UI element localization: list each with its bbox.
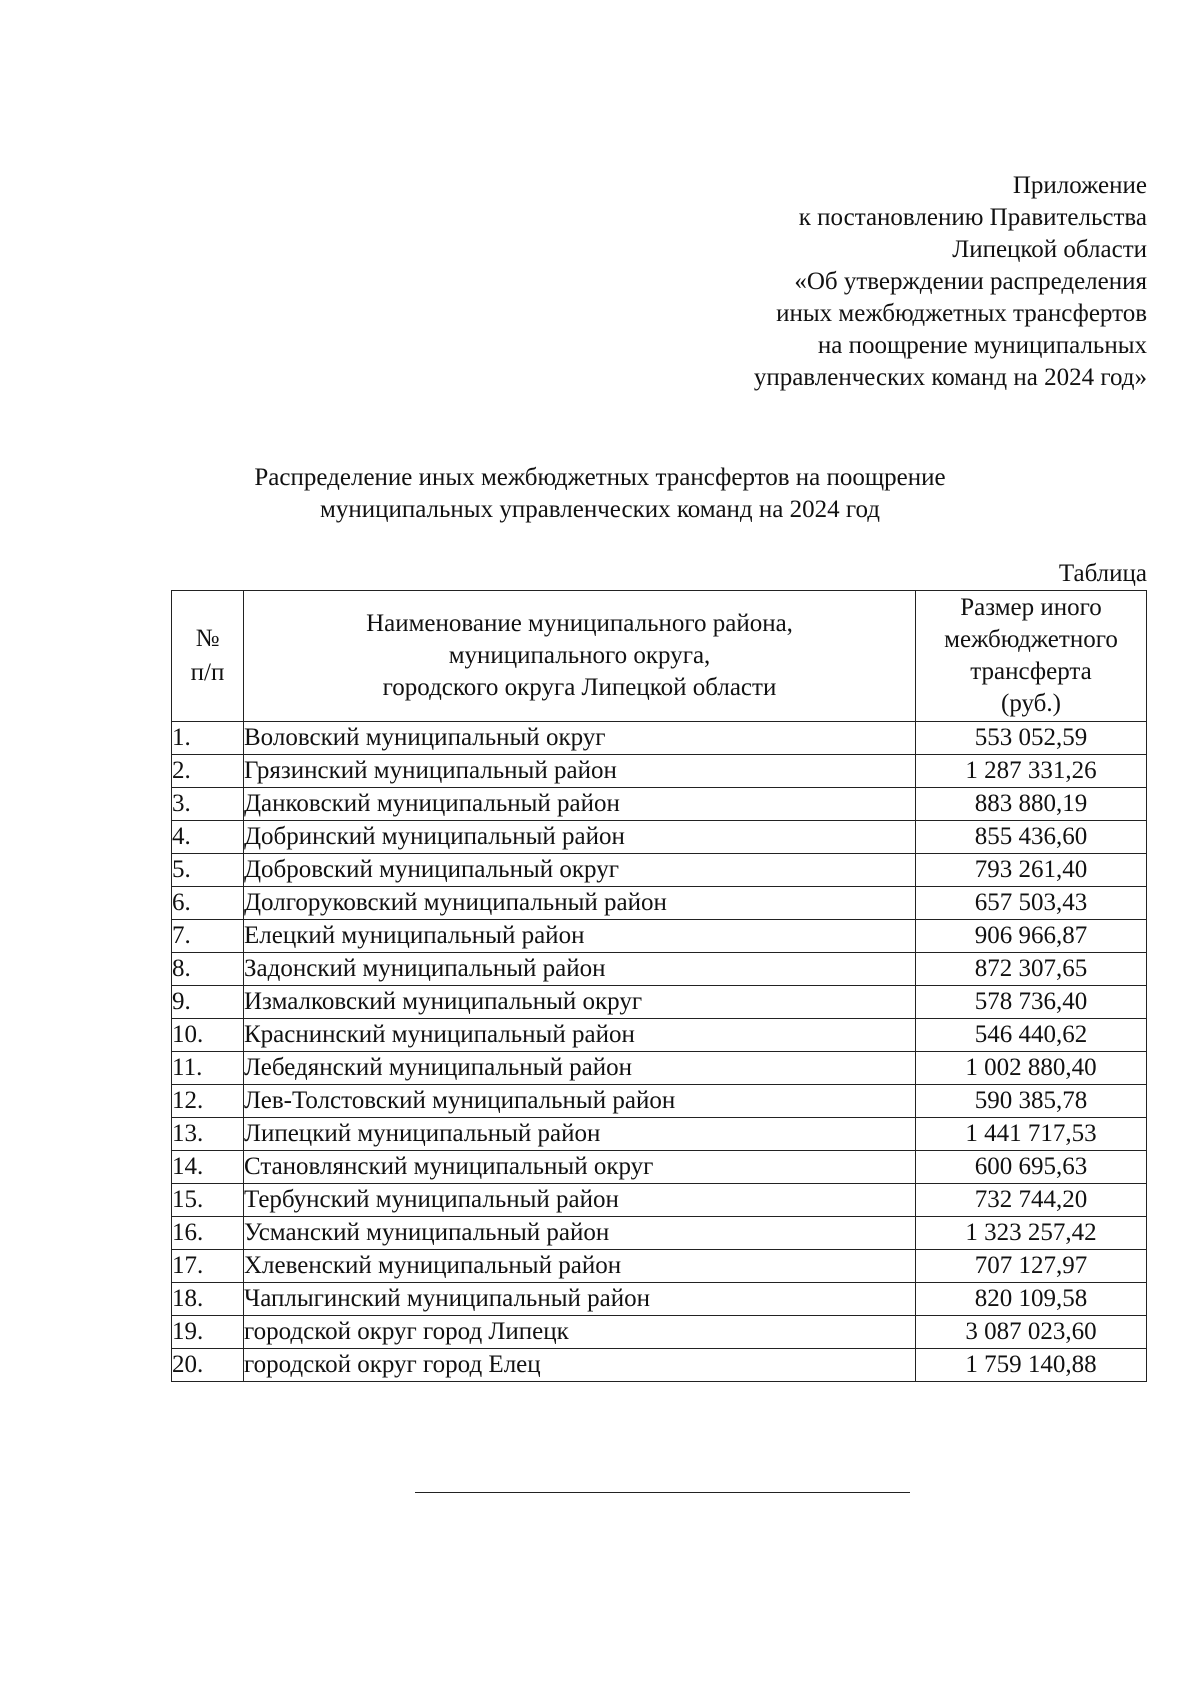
table-row xyxy=(172,1151,1147,1184)
row-amount: 1 441 717,53 xyxy=(916,1118,1147,1151)
table-header xyxy=(172,591,1147,722)
header-name-line: муниципального округа, xyxy=(448,642,711,669)
table-row xyxy=(172,887,1147,920)
appendix-line: иных межбюджетных трансфертов xyxy=(776,300,1147,327)
header-name xyxy=(244,591,916,722)
row-name: Чаплыгинский муниципальный район xyxy=(244,1283,916,1316)
row-amount: 600 695,63 xyxy=(916,1151,1147,1184)
row-amount: 820 109,58 xyxy=(916,1283,1147,1316)
header-number-line: п/п xyxy=(190,659,225,686)
row-number: 19. xyxy=(172,1316,244,1349)
row-amount: 1 323 257,42 xyxy=(916,1217,1147,1250)
row-number: 10. xyxy=(172,1019,244,1052)
row-number: 18. xyxy=(172,1283,244,1316)
row-number: 15. xyxy=(172,1184,244,1217)
table-row xyxy=(172,953,1147,986)
row-name: Воловский муниципальный округ xyxy=(244,722,916,755)
row-name: Долгоруковский муниципальный район xyxy=(244,887,916,920)
header-number xyxy=(172,591,244,722)
document-title-line: Распределение иных межбюджетных трансфертов на поощрение xyxy=(254,464,946,491)
table-row xyxy=(172,821,1147,854)
document-title-line: муниципальных управленческих команд на 2024 год xyxy=(320,496,880,523)
appendix-line: к постановлению Правительства xyxy=(798,204,1147,231)
row-amount: 707 127,97 xyxy=(916,1250,1147,1283)
header-amount-line: межбюджетного xyxy=(944,626,1118,653)
row-number: 6. xyxy=(172,887,244,920)
row-amount: 1 759 140,88 xyxy=(916,1349,1147,1382)
row-number: 1. xyxy=(172,722,244,755)
row-number: 2. xyxy=(172,755,244,788)
table-row xyxy=(172,1184,1147,1217)
header-amount xyxy=(916,591,1147,722)
row-name: Добринский муниципальный район xyxy=(244,821,916,854)
row-number: 16. xyxy=(172,1217,244,1250)
header-amount-line: Размер иного xyxy=(960,594,1102,621)
table-row xyxy=(172,1085,1147,1118)
row-name: Липецкий муниципальный район xyxy=(244,1118,916,1151)
row-number: 9. xyxy=(172,986,244,1019)
row-amount: 1 002 880,40 xyxy=(916,1052,1147,1085)
table-row xyxy=(172,920,1147,953)
row-number: 13. xyxy=(172,1118,244,1151)
row-amount: 546 440,62 xyxy=(916,1019,1147,1052)
table-row xyxy=(172,1283,1147,1316)
table-row xyxy=(172,1349,1147,1382)
table-body xyxy=(172,722,1147,1382)
table-row xyxy=(172,1316,1147,1349)
table-row xyxy=(172,1019,1147,1052)
row-number: 5. xyxy=(172,854,244,887)
document-title xyxy=(160,462,1040,526)
row-amount: 906 966,87 xyxy=(916,920,1147,953)
table-row xyxy=(172,755,1147,788)
row-amount: 657 503,43 xyxy=(916,887,1147,920)
table-row xyxy=(172,1118,1147,1151)
row-number: 8. xyxy=(172,953,244,986)
table-row xyxy=(172,1250,1147,1283)
table-caption: Таблица xyxy=(1058,560,1147,587)
appendix-line: Приложение xyxy=(1012,172,1147,199)
table-header-row xyxy=(172,591,1147,722)
table-row xyxy=(172,986,1147,1019)
header-number-line: № xyxy=(195,625,220,652)
row-amount: 578 736,40 xyxy=(916,986,1147,1019)
appendix-line: управленческих команд на 2024 год» xyxy=(753,364,1147,391)
header-name-line: Наименование муниципального района, xyxy=(366,610,793,637)
table-row xyxy=(172,1052,1147,1085)
row-amount: 590 385,78 xyxy=(916,1085,1147,1118)
row-name: Измалковский муниципальный округ xyxy=(244,986,916,1019)
row-number: 11. xyxy=(172,1052,244,1085)
row-name: Лев-Толстовский муниципальный район xyxy=(244,1085,916,1118)
row-name: Лебедянский муниципальный район xyxy=(244,1052,916,1085)
distribution-table xyxy=(171,590,1147,1382)
row-amount: 3 087 023,60 xyxy=(916,1316,1147,1349)
appendix-block xyxy=(754,170,1147,394)
row-name: Данковский муниципальный район xyxy=(244,788,916,821)
row-amount: 855 436,60 xyxy=(916,821,1147,854)
signoff-divider xyxy=(415,1492,910,1493)
header-name-line: городского округа Липецкой области xyxy=(382,674,777,701)
row-name: Елецкий муниципальный район xyxy=(244,920,916,953)
appendix-line: «Об утверждении распределения xyxy=(794,268,1147,295)
row-number: 7. xyxy=(172,920,244,953)
row-number: 12. xyxy=(172,1085,244,1118)
row-amount: 1 287 331,26 xyxy=(916,755,1147,788)
row-name: Становлянский муниципальный округ xyxy=(244,1151,916,1184)
row-amount: 793 261,40 xyxy=(916,854,1147,887)
row-name: Тербунский муниципальный район xyxy=(244,1184,916,1217)
row-name: Задонский муниципальный район xyxy=(244,953,916,986)
appendix-line: Липецкой области xyxy=(952,236,1147,263)
row-amount: 883 880,19 xyxy=(916,788,1147,821)
row-name: Грязинский муниципальный район xyxy=(244,755,916,788)
row-name: Хлевенский муниципальный район xyxy=(244,1250,916,1283)
row-number: 20. xyxy=(172,1349,244,1382)
row-amount: 872 307,65 xyxy=(916,953,1147,986)
table-row xyxy=(172,788,1147,821)
row-name: Краснинский муниципальный район xyxy=(244,1019,916,1052)
row-amount: 553 052,59 xyxy=(916,722,1147,755)
row-number: 17. xyxy=(172,1250,244,1283)
table-row xyxy=(172,722,1147,755)
row-number: 14. xyxy=(172,1151,244,1184)
appendix-line: на поощрение муниципальных xyxy=(817,332,1147,359)
table-row xyxy=(172,1217,1147,1250)
row-name: городской округ город Елец xyxy=(244,1349,916,1382)
row-number: 4. xyxy=(172,821,244,854)
row-name: Усманский муниципальный район xyxy=(244,1217,916,1250)
row-amount: 732 744,20 xyxy=(916,1184,1147,1217)
row-name: городской округ город Липецк xyxy=(244,1316,916,1349)
table-row xyxy=(172,854,1147,887)
header-amount-line: (руб.) xyxy=(1001,690,1061,717)
row-name: Добровский муниципальный округ xyxy=(244,854,916,887)
row-number: 3. xyxy=(172,788,244,821)
header-amount-line: трансферта xyxy=(970,658,1092,685)
